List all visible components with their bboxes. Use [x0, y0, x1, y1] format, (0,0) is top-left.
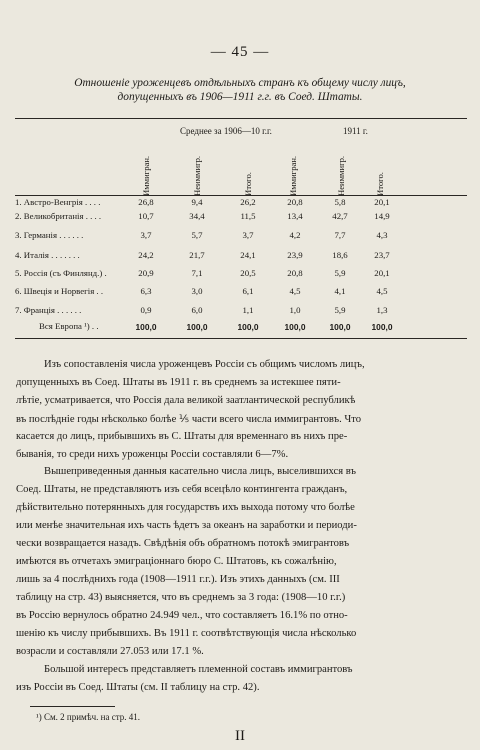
cell-sweden-norway-immigrants-avg: 6,3	[140, 286, 152, 296]
column-header-nonimmigrants-1911: Неиммигр.	[336, 155, 346, 196]
cell-sweden-norway-total-1911: 4,5	[376, 286, 388, 296]
footnote: ¹) См. 2 примѣч. на стр. 41.	[36, 712, 140, 722]
cell-russia-total-1911: 20,1	[374, 268, 390, 278]
cell-sweden-norway-nonimmigrants-1911: 4,1	[334, 286, 346, 296]
paragraph-line: изъ Россіи въ Соед. Штаты (см. II таблицу на стр. 42).	[16, 682, 260, 693]
cell-sweden-norway-total-avg: 6,1	[242, 286, 254, 296]
cell-france-nonimmigrants-avg: 6,0	[191, 305, 203, 315]
column-header-nonimmigrants-avg: Неиммигр.	[192, 155, 202, 196]
paragraph-line: Изъ сопоставленія числа уроженцевъ Россіи съ общимъ числомъ лицъ,	[44, 359, 365, 370]
cell-italy-total-avg: 24,1	[240, 250, 256, 260]
table-title	[20, 76, 460, 104]
cell-great-britain-nonimmigrants-1911: 42,7	[332, 211, 348, 221]
column-header-total-avg: Итого.	[243, 172, 253, 196]
paragraph-line: возрасли и составляли 27.053 или 17.1 %.	[16, 646, 204, 657]
paragraph-line: шенію къ числу прибывшихъ. Въ 1911 г. соотвѣтствующія числа нѣсколько	[16, 628, 357, 639]
cell-great-britain-immigrants-avg: 10,7	[138, 211, 154, 221]
cell-austria-hungary-nonimmigrants-avg: 9,4	[191, 197, 203, 207]
cell-total-immigrants-1911: 100,0	[284, 322, 306, 332]
cell-great-britain-total-avg: 11,5	[240, 211, 256, 221]
paragraph-line: въ послѣдніе годы нѣсколько болѣе ⅕ части всего числа иммигрантовъ. Что	[16, 414, 362, 425]
paragraph-line: чески возвращается назадъ. Свѣдѣнія объ обратномъ потокѣ эмигрантовъ	[16, 538, 350, 549]
cell-germany-immigrants-avg: 3,7	[140, 230, 152, 240]
paragraph-line: имѣются въ отчетахъ эмиграціоннаго бюро С. Штатовъ, къ сожалѣнію,	[16, 556, 337, 567]
page-number: — 45 —	[210, 44, 270, 60]
cell-sweden-norway-nonimmigrants-avg: 3,0	[191, 286, 203, 296]
cell-russia-total-avg: 20,5	[240, 268, 256, 278]
row-label-france: 7. Франція . . . . . .	[15, 305, 82, 315]
paragraph-line: въ Россію вернулось обратно 24.949 чел., что составляетъ 16.1% по отно-	[16, 610, 348, 621]
paragraph-line: быванія, то среди нихъ уроженцы Россіи составляли 6—7%.	[16, 449, 289, 460]
table-title-line-2: допущенныхъ въ 1906—1911 г.г. въ Соед. Штаты.	[117, 91, 363, 103]
cell-russia-immigrants-1911: 20,8	[287, 268, 303, 278]
column-header-immigrants-1911: Иммигран.	[288, 155, 298, 196]
cell-italy-nonimmigrants-avg: 21,7	[189, 250, 205, 260]
cell-russia-nonimmigrants-1911: 5,9	[334, 268, 346, 278]
cell-sweden-norway-immigrants-1911: 4,5	[289, 286, 301, 296]
cell-germany-total-1911: 4,3	[376, 230, 388, 240]
cell-italy-total-1911: 23,7	[374, 250, 390, 260]
cell-france-nonimmigrants-1911: 5,9	[334, 305, 346, 315]
row-label-russia: 5. Россія (съ Финлянд.) .	[15, 268, 107, 278]
cell-germany-nonimmigrants-avg: 5,7	[191, 230, 203, 240]
paragraph-line: допущенныхъ въ Соед. Штаты въ 1911 г. въ среднемъ за истекшее пяти-	[16, 377, 341, 388]
paragraph-line: или менѣе значительная ихъ часть ѣдетъ за океанъ на заработки и периоди-	[16, 520, 357, 531]
row-label-sweden-norway: 6. Швеція и Норвегія . .	[15, 286, 104, 296]
cell-great-britain-total-1911: 14,9	[374, 211, 390, 221]
cell-total-nonimmigrants-avg: 100,0	[186, 322, 208, 332]
footnote-rule	[30, 706, 115, 707]
row-label-great-britain: 2. Великобританія . . . .	[15, 211, 102, 221]
row-label-all-europe: Вся Европа ¹) . .	[39, 321, 99, 331]
row-label-austria-hungary: 1. Австро-Венгрія . . . .	[15, 197, 101, 207]
cell-france-immigrants-avg: 0,9	[140, 305, 152, 315]
cell-italy-immigrants-avg: 24,2	[138, 250, 154, 260]
paragraph-line: Вышеприведенныя данныя касательно числа лицъ, выселившихся въ	[44, 466, 356, 477]
column-header-immigrants-avg: Иммигран.	[141, 155, 151, 196]
cell-germany-total-avg: 3,7	[242, 230, 254, 240]
column-header-total-1911: Итого.	[375, 172, 385, 196]
cell-austria-hungary-immigrants-1911: 20,8	[287, 197, 303, 207]
cell-france-total-1911: 1,3	[376, 305, 388, 315]
cell-austria-hungary-total-avg: 26,2	[240, 197, 256, 207]
cell-great-britain-immigrants-1911: 13,4	[287, 211, 303, 221]
paragraph-line: лѣтіе, усматривается, что Россія дала великой заатлантической республикѣ	[16, 395, 356, 406]
cell-great-britain-nonimmigrants-avg: 34,4	[189, 211, 205, 221]
cell-total-total-avg: 100,0	[237, 322, 259, 332]
row-label-germany: 3. Германія . . . . . .	[15, 230, 84, 240]
paragraph-line: Соед. Штаты, не представляютъ изъ себя всецѣло контингента гражданъ,	[16, 484, 348, 495]
cell-total-total-1911: 100,0	[371, 322, 393, 332]
table-header-rule	[15, 195, 467, 196]
table-top-rule	[15, 118, 467, 119]
cell-germany-immigrants-1911: 4,2	[289, 230, 301, 240]
cell-russia-nonimmigrants-avg: 7,1	[191, 268, 203, 278]
cell-russia-immigrants-avg: 20,9	[138, 268, 154, 278]
table-bottom-rule	[15, 338, 467, 339]
paragraph-line: касается до лицъ, прибывшихъ въ С. Штаты для временнаго въ нихъ пре-	[16, 431, 348, 442]
cell-france-immigrants-1911: 1,0	[289, 305, 301, 315]
group-header-1911: 1911 г.	[343, 126, 368, 136]
paragraph-line: таблицу на стр. 43) выясняется, что въ среднемъ за 3 года: (1908—10 г.г.)	[16, 592, 346, 603]
cell-france-total-avg: 1,1	[242, 305, 254, 315]
paragraph-line: лишь за 4 послѣднихъ года (1908—1911 г.г.). Изъ этихъ данныхъ (см. III	[16, 574, 340, 585]
table-title-line-1: Отношеніе уроженцевъ отдѣльныхъ странъ къ общему числу лицъ,	[74, 77, 406, 89]
cell-italy-immigrants-1911: 23,9	[287, 250, 303, 260]
row-label-italy: 4. Италія . . . . . . .	[15, 250, 80, 260]
cell-total-immigrants-avg: 100,0	[135, 322, 157, 332]
paragraph-line: Большой интересъ представляетъ племенной составъ иммигрантовъ	[44, 664, 353, 675]
cell-italy-nonimmigrants-1911: 18,6	[332, 250, 348, 260]
cell-austria-hungary-total-1911: 20,1	[374, 197, 390, 207]
signature-mark: II	[235, 728, 245, 744]
paragraph-line: дѣйствительно потерянныхъ для государствъ ихъ выхода потому что болѣе	[16, 502, 355, 513]
cell-austria-hungary-immigrants-avg: 26,8	[138, 197, 154, 207]
cell-total-nonimmigrants-1911: 100,0	[329, 322, 351, 332]
cell-germany-nonimmigrants-1911: 7,7	[334, 230, 346, 240]
group-header-average: Среднее за 1906—10 г.г.	[180, 126, 272, 136]
cell-austria-hungary-nonimmigrants-1911: 5,8	[334, 197, 346, 207]
